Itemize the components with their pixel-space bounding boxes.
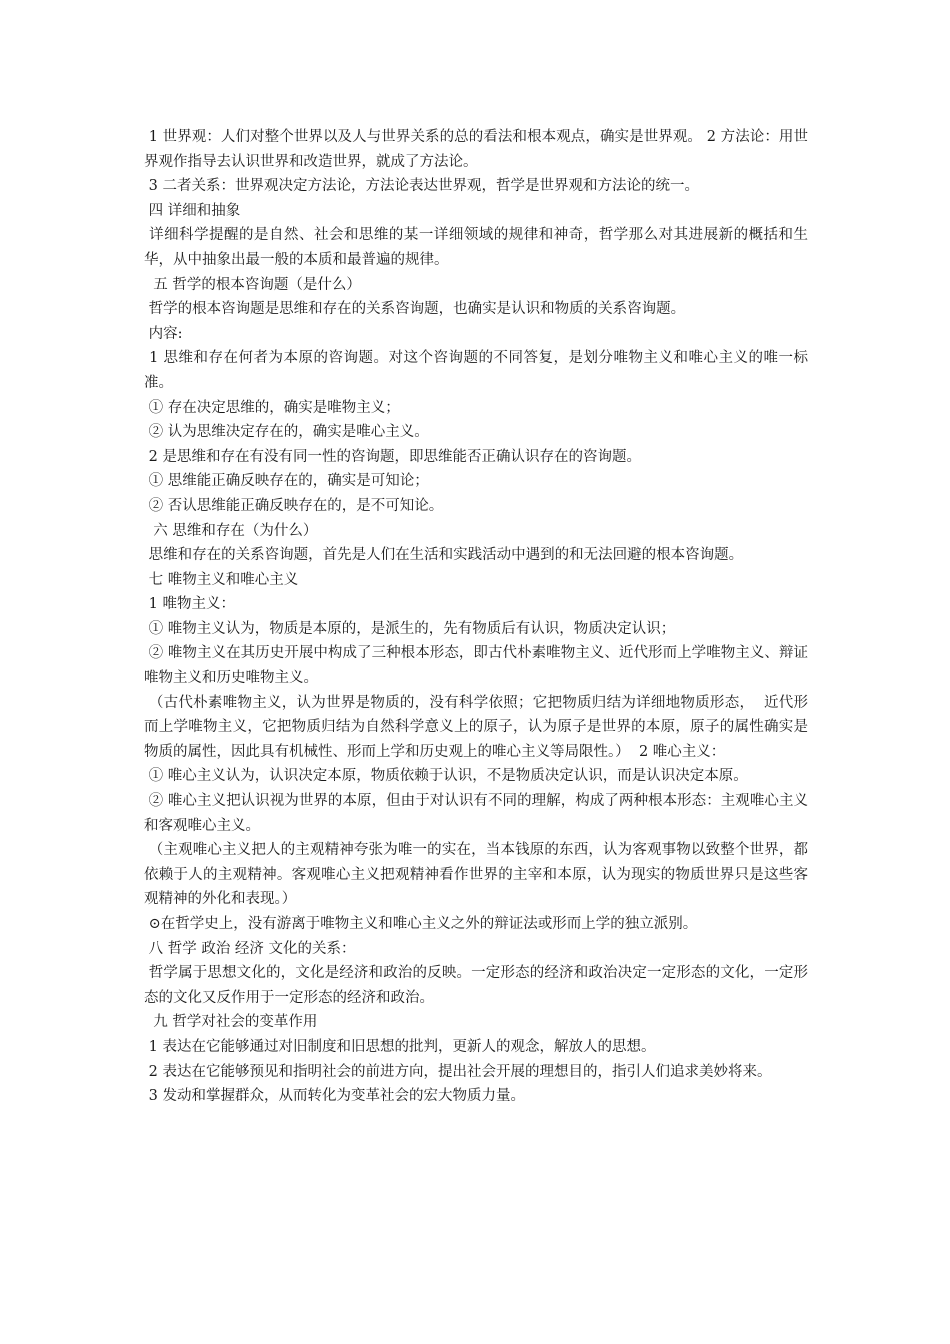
heading-section-8: 八 哲学 政治 经济 文化的关系： (144, 940, 356, 957)
heading-section-7: 七 唯物主义和唯心主义 (144, 571, 299, 588)
list-item-materialism-view: ① 唯物主义认为，物质是本原的，是派生的，先有物质后有认识，物质决定认识； (144, 620, 676, 637)
paragraph-item-1: 1 思维和存在何者为本原的咨询题。对这个咨询题的不同答复，是划分唯物主义和唯心主义的唯一标准。 (144, 350, 809, 391)
list-item-idealism-view: ① 唯心主义认为，认识决定本原，物质依赖于认识，不是物质决定认识，而是认识决定本原。 (144, 768, 748, 785)
heading-section-6: 六 思维和存在（为什么） (144, 522, 318, 539)
heading-section-5: 五 哲学的根本咨询题（是什么） (144, 276, 361, 293)
paragraph-basic-question: 哲学的根本咨询题是思维和存在的关系咨询题，也确实是认识和物质的关系咨询题。 (144, 301, 686, 318)
heading-section-9: 九 哲学对社会的变革作用 (144, 1014, 318, 1031)
paragraph-item-2: 2 是思维和存在有没有同一性的咨询题，即思维能否正确认识存在的咨询题。 (144, 448, 641, 465)
paragraph-concrete-abstract: 详细科学提醒的是自然、社会和思维的某一详细领域的规律和神奇，哲学那么对其进展新的概括和生华，从中抽象出最一般的本质和最普遍的规律。 (144, 227, 809, 268)
document-body (144, 125, 808, 1109)
list-item-role-3: 3 发动和掌握群众，从而转化为变革社会的宏大物质力量。 (144, 1088, 525, 1105)
paragraph-why: 思维和存在的关系咨询题，首先是人们在生活和实践活动中遇到的和无法回避的根本咨询题。 (144, 547, 744, 564)
paragraph-materialism-notes: （古代朴素唯物主义，认为世界是物质的，没有科学依照；它把物质归结为详细地物质形态， 近代形而上学唯物主义，它把物质归结为自然科学意义上的原子，认为原子是世界的本原，原子的属性确实是物质的属性，因此具有机械性、形而上学和历史观上的唯心主义等局限性。） 2 唯心主义： (144, 694, 808, 760)
heading-section-4: 四 详细和抽象 (144, 202, 241, 219)
subheading-materialism: 1 唯物主义： (144, 596, 235, 613)
paragraph-relationship: 3 二者关系：世界观决定方法论，方法论表达世界观，哲学是世界观和方法论的统一。 (144, 178, 699, 195)
list-item-knowable: ① 思维能正确反映存在的，确实是可知论； (144, 473, 429, 490)
list-item-unknowable: ② 否认思维能正确反映存在的，是不可知论。 (144, 497, 444, 514)
list-item-materialism-forms: ② 唯物主义在其历史开展中构成了三种根本形态，即古代朴素唯物主义、近代形而上学唯物主义、辩证唯物主义和历史唯物主义。 (144, 645, 809, 687)
list-item-role-2: 2 表达在它能够预见和指明社会的前进方向，提出社会开展的理想目的，指引人们追求美妙将来。 (144, 1063, 772, 1080)
paragraph-worldview-methodology: 1 世界观：人们对整个世界以及人与世界关系的总的看法和根本观点，确实是世界观。 2 方法论：用世界观作指导去认识世界和改造世界，就成了方法论。 (144, 129, 809, 170)
paragraph-history-note: ⊙在哲学史上，没有游离于唯物主义和唯心主义之外的辩证法或形而上学的独立派别。 (144, 916, 698, 932)
paragraph-culture: 哲学属于思想文化的，文化是经济和政治的反映。一定形态的经济和政治决定一定形态的文化，一定形态的文化又反作用于一定形态的经济和政治。 (144, 965, 808, 1006)
paragraph-idealism-notes: （主观唯心主义把人的主观精神夸张为唯一的实在，当本钱原的东西，认为客观事物以致整个世界，都依赖于人的主观精神。客观唯心主义把观精神看作世界的主宰和本原，认为现实的物质世界只是这些客观精神的外化和表现。） (144, 842, 808, 908)
list-item-role-1: 1 表达在它能够通过对旧制度和旧思想的批判，更新人的观念，解放人的思想。 (144, 1038, 656, 1055)
list-item-idealism-forms: ② 唯心主义把认识视为世界的本原，但由于对认识有不同的理解，构成了两种根本形态：主观唯心主义和客观唯心主义。 (144, 793, 809, 834)
label-content: 内容: (144, 325, 183, 342)
list-item-idealism: ② 认为思维决定存在的，确实是唯心主义。 (144, 424, 429, 441)
list-item-materialism: ① 存在决定思维的，确实是唯物主义； (144, 399, 400, 416)
